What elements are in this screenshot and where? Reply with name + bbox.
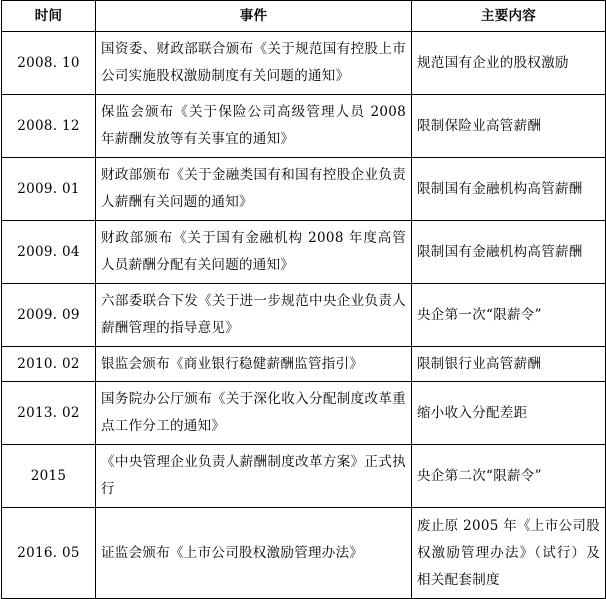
table-row: [2, 445, 606, 508]
row-time: 2009. 09: [2, 284, 96, 347]
row-time: 2009. 04: [2, 221, 96, 284]
table-row: [2, 158, 606, 221]
row-time: 2008. 10: [2, 32, 96, 95]
row-time: 2010. 02: [2, 347, 96, 382]
header-content: 主要内容: [412, 1, 606, 32]
row-content: 央企第二次“限薪令”: [412, 445, 606, 508]
table-row: [2, 347, 606, 382]
table-row: [2, 382, 606, 445]
header-row: [2, 1, 606, 32]
policy-table: [1, 0, 606, 599]
row-content: 缩小收入分配差距: [412, 382, 606, 445]
row-content: 限制保险业高管薪酬: [412, 95, 606, 158]
row-event: 六部委联合下发《关于进一步规范中央企业负责人薪酬管理的指导意见》: [96, 284, 412, 347]
row-event: 财政部颁布《关于国有金融机构 2008 年度高管人员薪酬分配有关问题的通知》: [96, 221, 412, 284]
table-row: [2, 221, 606, 284]
row-event: 证监会颁布《上市公司股权激励管理办法》: [96, 508, 412, 599]
row-content: 限制国有金融机构高管薪酬: [412, 221, 606, 284]
row-time: 2013. 02: [2, 382, 96, 445]
row-time: 2008. 12: [2, 95, 96, 158]
row-event: 《中央管理企业负责人薪酬制度改革方案》正式执行: [96, 445, 412, 508]
row-content: 规范国有企业的股权激励: [412, 32, 606, 95]
row-event: 银监会颁布《商业银行稳健薪酬监管指引》: [96, 347, 412, 382]
row-event: 国资委、财政部联合颁布《关于规范国有控股上市公司实施股权激励制度有关问题的通知》: [96, 32, 412, 95]
header-event: 事件: [96, 1, 412, 32]
table-row: [2, 284, 606, 347]
table-row: [2, 95, 606, 158]
row-content: 限制国有金融机构高管薪酬: [412, 158, 606, 221]
row-event: 国务院办公厅颁布《关于深化收入分配制度改革重点工作分工的通知》: [96, 382, 412, 445]
header-time: 时间: [2, 1, 96, 32]
row-content: 央企第一次“限薪令”: [412, 284, 606, 347]
row-time: 2016. 05: [2, 508, 96, 599]
row-time: 2009. 01: [2, 158, 96, 221]
row-content: 废止原 2005 年《上市公司股权激励管理办法》（试行）及相关配套制度: [412, 508, 606, 599]
row-time: 2015: [2, 445, 96, 508]
row-event: 保监会颁布《关于保险公司高级管理人员 2008 年薪酬发放等有关事宜的通知》: [96, 95, 412, 158]
table-row: [2, 508, 606, 599]
row-event: 财政部颁布《关于金融类国有和国有控股企业负责人薪酬有关问题的通知》: [96, 158, 412, 221]
row-content: 限制银行业高管薪酬: [412, 347, 606, 382]
table-row: [2, 32, 606, 95]
